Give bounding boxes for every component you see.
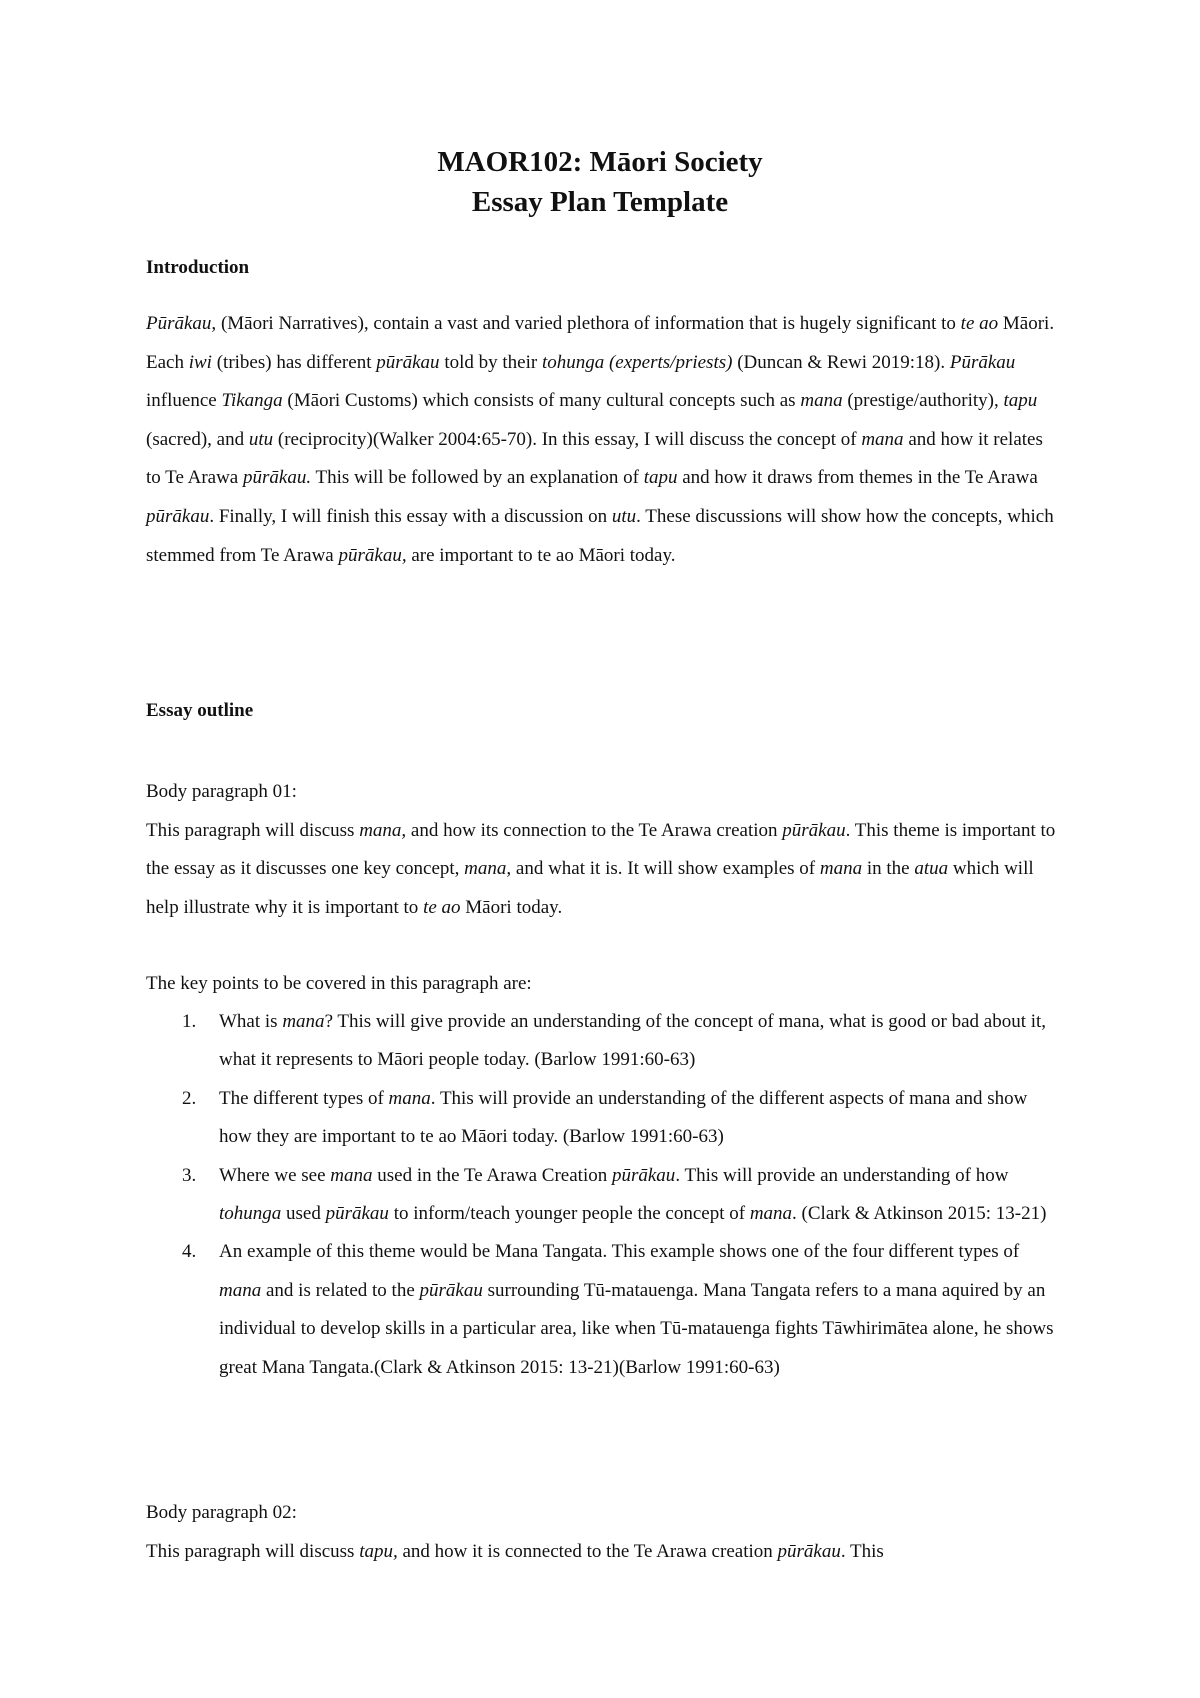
italic-run: mana — [282, 1011, 325, 1032]
list-number: 1. — [182, 1011, 197, 1032]
text-run: to inform/teach younger people the concept of — [388, 1203, 750, 1225]
italic-run: tohunga (experts/priests) — [541, 351, 733, 373]
text-run: and how it relates to Te Arawa — [146, 428, 1043, 489]
italic-run: pūrākau — [777, 1540, 841, 1562]
text-run: Māori today. — [460, 896, 563, 918]
text-run: and how it is connected to the Te Arawa creation — [397, 1540, 778, 1562]
italic-run: pūrākau. — [243, 467, 312, 489]
italic-run: tapu, — [359, 1540, 398, 1562]
body-paragraph-01-label: Body paragraph 01: — [146, 781, 297, 802]
text-run: (reciprocity)(Walker 2004:65-70). In this essay, I will discuss the concept of — [273, 428, 862, 450]
italic-run: pūrākau — [146, 505, 210, 527]
text-run: Māori. Each — [146, 313, 1055, 373]
text-run: What is — [219, 1011, 283, 1032]
text-run: (Duncan & Rewi 2019:18). — [732, 351, 950, 373]
text-run: The different types of — [219, 1087, 389, 1109]
text-run: used — [281, 1203, 326, 1225]
body-paragraph-02-text — [146, 1533, 1056, 1572]
text-run: . This will provide an understanding of how — [675, 1164, 1009, 1186]
text-run: which will help illustrate why it is important to — [146, 858, 1034, 918]
italic-run: Pūrākau, — [146, 313, 217, 334]
course-title: MAOR102: Māori Society — [437, 146, 763, 178]
italic-run: pūrākau — [782, 819, 846, 841]
body-paragraph-01-text — [146, 812, 1056, 928]
text-run: . This will provide an understanding of the different aspects of mana and show how they are important to te ao Māori today. (Barlow 1991:60-63) — [219, 1087, 1028, 1148]
italic-run: atua — [914, 858, 949, 880]
key-points-intro — [146, 965, 1056, 1004]
text-run: . This theme is important to the essay as it discusses one key concept, — [146, 819, 1056, 880]
text-run: and is related to the — [261, 1279, 420, 1301]
italic-run: mana — [219, 1279, 262, 1301]
key-point-item — [146, 1003, 1056, 1080]
text-run: in the — [862, 858, 915, 880]
text-run: influence — [146, 390, 222, 412]
italic-run: mana — [749, 1203, 793, 1225]
text-run: ? This will give provide an understanding of the concept of mana, what is good or bad about it, what it represents to Māori people today. (Barlow 1991:60-63) — [219, 1011, 1047, 1071]
italic-run: mana, — [464, 858, 512, 880]
italic-run: te ao — [423, 896, 461, 918]
introduction-heading: Introduction — [146, 257, 250, 278]
italic-run: mana — [819, 858, 863, 880]
italic-run: pūrākau — [325, 1203, 389, 1225]
text-run: This will be followed by an explanation of — [311, 467, 644, 489]
list-number: 2. — [182, 1087, 197, 1109]
text-run: . These discussions will show how the concepts, which stemmed from Te Arawa — [146, 505, 1054, 566]
list-number: 3. — [182, 1164, 197, 1186]
italic-run: pūrākau — [376, 351, 440, 373]
key-point-text — [219, 1241, 1054, 1377]
italic-run: pūrākau — [419, 1279, 483, 1301]
italic-run: pūrākau, — [338, 544, 407, 566]
body-paragraph-02-label: Body paragraph 02: — [146, 1502, 297, 1523]
key-points-list — [146, 1003, 1056, 1387]
text-run: . (Clark & Atkinson 2015: 13-21) — [792, 1203, 1047, 1225]
key-point-item — [146, 1080, 1056, 1157]
italic-run: iwi — [188, 351, 212, 373]
italic-run: Pūrākau — [949, 351, 1016, 373]
introduction-paragraph — [146, 305, 1056, 575]
text-run: told by their — [439, 351, 542, 373]
text-run: . This — [840, 1540, 884, 1562]
document-title — [0, 142, 1200, 222]
text-run: (tribes) has different — [211, 351, 377, 373]
key-points-intro-text: The key points to be covered in this paragraph are: — [146, 973, 532, 994]
key-point-text — [219, 1011, 1046, 1070]
text-run: (prestige/authority), — [842, 390, 1004, 412]
essay-outline-heading: Essay outline — [146, 700, 254, 721]
italic-run: tohunga — [219, 1203, 282, 1225]
text-run: Where we see — [219, 1164, 331, 1186]
italic-run: mana — [800, 390, 843, 412]
body-paragraph-02 — [146, 1494, 1056, 1571]
list-number: 4. — [182, 1241, 197, 1263]
text-run: This paragraph will discuss — [146, 819, 360, 841]
text-run: used in the Te Arawa Creation — [372, 1164, 612, 1186]
text-run: (sacred), and — [146, 428, 249, 450]
text-run: and what it is. It will show examples of — [511, 858, 820, 880]
italic-run: tapu — [1003, 390, 1038, 412]
text-run: and how its connection to the Te Arawa creation — [406, 819, 783, 841]
italic-run: Tikanga — [221, 390, 283, 412]
text-run: (Māori Narratives), contain a vast and varied plethora of information that is hugely significant to — [216, 313, 961, 334]
template-title: Essay Plan Template — [471, 186, 729, 218]
text-run: . Finally, I will finish this essay with a discussion on — [209, 505, 612, 527]
italic-run: utu — [248, 428, 274, 450]
text-run: and how it draws from themes in the Te Arawa — [677, 467, 1038, 489]
text-run: This paragraph will discuss — [146, 1540, 360, 1562]
italic-run: mana — [330, 1164, 373, 1186]
key-point-text — [219, 1165, 1046, 1224]
text-run: surrounding Tū-matauenga. Mana Tangata refers to a mana aquired by an individual to develop skills in a particular area, like when Tū-matauenga fights Tāwhirimātea alone, he shows great Mana Tangata.(Clark & Atkinson 2015: 13-21)(Barlow 1991:60-63) — [219, 1279, 1054, 1378]
italic-run: utu — [611, 505, 637, 527]
key-point-item — [146, 1233, 1056, 1387]
key-point-item — [146, 1157, 1056, 1234]
italic-run: tapu — [643, 467, 678, 489]
italic-run: te ao — [960, 313, 999, 334]
text-run: An example of this theme would be Mana Tangata. This example shows one of the four different types of — [219, 1241, 1020, 1263]
body-paragraph-01 — [146, 773, 1056, 927]
italic-run: mana — [861, 428, 904, 450]
italic-run: pūrākau — [611, 1164, 676, 1186]
text-run: are important to te ao Māori today. — [406, 544, 676, 566]
text-run: (Māori Customs) which consists of many cultural concepts such as — [282, 390, 801, 412]
key-point-text — [219, 1088, 1027, 1147]
introduction-text — [146, 305, 1056, 575]
italic-run: mana, — [359, 819, 407, 841]
italic-run: mana — [388, 1087, 431, 1109]
